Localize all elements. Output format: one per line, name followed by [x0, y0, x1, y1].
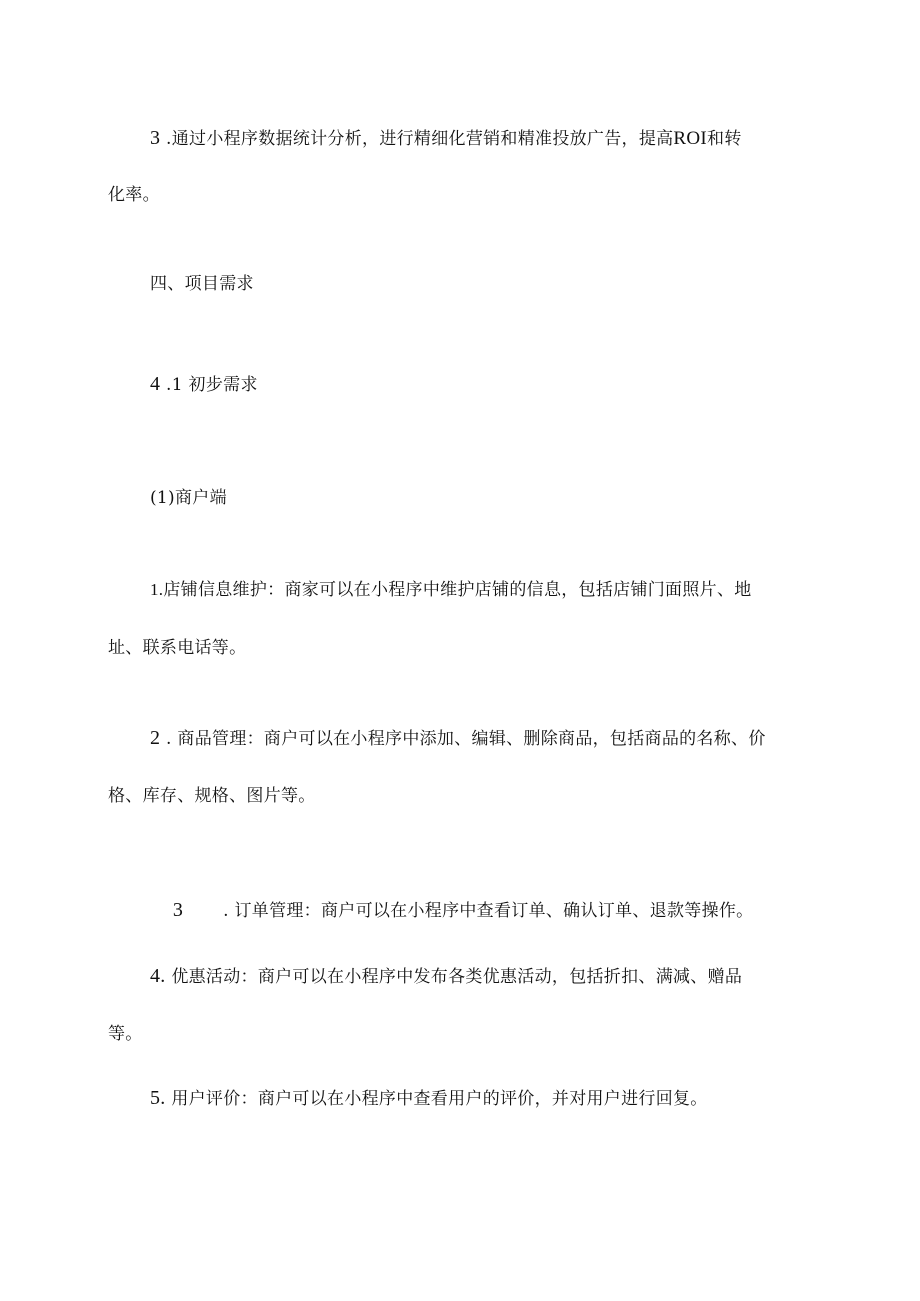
item-1-line-2: 址、联系电话等。: [108, 638, 247, 658]
item-5-line-1: [150, 1086, 708, 1111]
item-4-line-1: [150, 964, 742, 989]
item-3-text: . 订单管理：商户可以在小程序中查看订单、确认订单、退款等操作。: [183, 901, 754, 921]
paragraph-3-line-1: [150, 126, 742, 151]
subsection-text: .1 初步需求: [160, 375, 258, 395]
section-4-heading: 四、项目需求: [150, 274, 254, 294]
subsection-number: 4: [150, 373, 161, 395]
item-3-line-1: [150, 874, 753, 947]
merchant-heading: (1)商户端: [150, 488, 227, 508]
roi-text: ROI: [673, 128, 708, 149]
paragraph-3-line-2: 化率。: [108, 185, 160, 205]
paragraph-3-text: .通过小程序数据统计分析，进行精细化营销和精准投放广告，提高: [160, 129, 674, 149]
subsection-4-1-heading: [150, 372, 258, 397]
item-4-number: 4.: [150, 965, 166, 987]
paragraph-3-tail: 和转: [707, 129, 742, 149]
item-1-line-1: [150, 578, 752, 602]
item-1-text: 店铺信息维护：商家可以在小程序中维护店铺的信息，包括店铺门面照片、地: [163, 580, 752, 600]
paragraph-3-number: 3: [150, 127, 161, 149]
item-1-number: 1.: [150, 580, 164, 599]
item-2-line-2: 格、库存、规格、图片等。: [108, 786, 316, 806]
item-2-number: 2: [150, 727, 161, 749]
item-5-number: 5.: [150, 1087, 166, 1109]
item-2-line-1: [150, 726, 766, 751]
item-3-number: 3: [172, 899, 184, 921]
item-2-text: . 商品管理：商户可以在小程序中添加、编辑、删除商品，包括商品的名称、价: [160, 729, 766, 749]
item-5-text: 用户评价：商户可以在小程序中查看用户的评价，并对用户进行回复。: [165, 1089, 708, 1109]
item-4-text: 优惠活动：商户可以在小程序中发布各类优惠活动，包括折扣、满减、赠品: [165, 967, 743, 987]
item-4-line-2: 等。: [108, 1024, 143, 1044]
